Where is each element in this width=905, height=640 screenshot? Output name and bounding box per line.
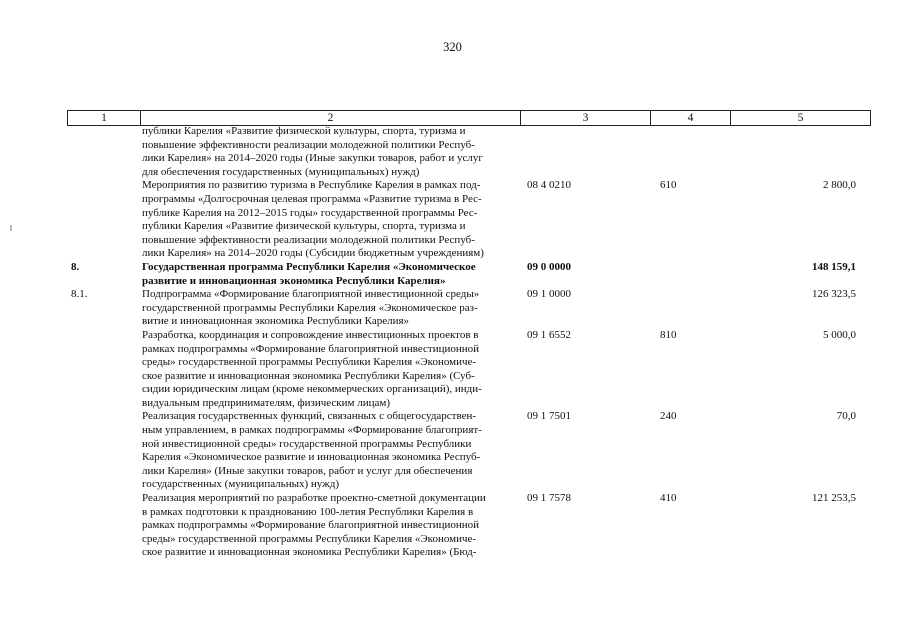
row-code: 09 1 7501	[527, 410, 571, 423]
row-description	[140, 329, 520, 411]
description-line: Реализация мероприятий по разработке проектно-сметной документации	[142, 492, 486, 505]
description-line: ным управлением, в рамках подпрограммы «Формирование благоприят-	[142, 424, 482, 437]
description-line: среды» государственной программы Республики Карелия «Экономиче-	[142, 356, 477, 369]
page-number: 320	[443, 40, 462, 54]
description-line: Карелия «Экономическое развитие и инновационная экономика Респуб-	[142, 451, 481, 464]
header-col-2: 2	[141, 111, 521, 126]
description-line: Подпрограмма «Формирование благоприятной инвестиционной среды»	[142, 288, 480, 301]
description-line: развитие и инновационная экономика Республики Карелия»	[142, 274, 446, 287]
header-row	[68, 111, 871, 126]
description-line: ское развитие и инновационная экономика Республики Карелия» (Бюд-	[142, 546, 477, 559]
description-line: витие и инновационная экономика Республики Карелия»	[142, 315, 410, 328]
description-line: Мероприятия по развитию туризма в Республике Карелия в рамках под-	[142, 179, 481, 192]
row-number: 8.1.	[71, 288, 88, 301]
row-code: 09 1 0000	[527, 288, 571, 301]
description-line: лики Карелия» на 2014–2020 годы (Иные закупки товаров, работ и услуг	[142, 152, 483, 165]
row-description	[140, 125, 520, 179]
header-col-4: 4	[651, 111, 731, 126]
row-code: 09 1 7578	[527, 492, 571, 505]
row-code: 09 1 6552	[527, 328, 571, 341]
description-line: государственной программы Республики Карелия «Экономическое раз-	[142, 301, 478, 314]
row-description	[140, 288, 520, 329]
row-number	[67, 179, 140, 261]
row-amount	[730, 125, 870, 179]
row-code	[520, 125, 650, 179]
row-description	[140, 410, 520, 492]
row-description	[140, 492, 520, 560]
description-line: ной инвестиционной среды» государственной программы Республики	[142, 437, 472, 450]
row-expense-type: 810	[660, 328, 677, 341]
row-number	[67, 329, 140, 411]
table-row	[67, 288, 870, 329]
description-line: Реализация государственных функций, связанных с общегосударствен-	[142, 410, 477, 423]
row-amount: 148 159,1	[812, 260, 856, 273]
table-row	[67, 179, 870, 261]
header-col-5: 5	[731, 111, 871, 126]
description-line: сидии юридическим лицам (кроме некоммерческих организаций), инди-	[142, 383, 482, 396]
row-expense-type	[650, 125, 730, 179]
description-line: рамках подпрограммы «Формирование благоприятной инвестиционной	[142, 519, 480, 532]
description-line: в рамках подготовки к празднованию 100-летия Республики Карелия в	[142, 505, 474, 518]
description-line: программы «Долгосрочная целевая программа «Развитие туризма в Рес-	[142, 192, 482, 205]
row-number	[67, 125, 140, 179]
row-expense-type: 410	[660, 492, 677, 505]
budget-table-body	[67, 125, 870, 560]
header-col-3: 3	[521, 111, 651, 126]
row-number: 8.	[71, 260, 80, 273]
row-expense-type	[650, 288, 730, 329]
table-row	[67, 125, 870, 179]
table-row	[67, 261, 870, 288]
description-line: для обеспечения государственных (муниципальных) нужд)	[142, 165, 420, 178]
description-line: Разработка, координация и сопровождение инвестиционных проектов в	[142, 328, 479, 341]
table-row	[67, 410, 870, 492]
description-line: лики Карелия» на 2014–2020 годы (Субсидии бюджетным учреждениям)	[142, 247, 484, 260]
description-line: рамках подпрограммы «Формирование благоприятной инвестиционной	[142, 342, 480, 355]
table-row	[67, 492, 870, 560]
row-expense-type: 240	[660, 410, 677, 423]
header-col-1: 1	[68, 111, 141, 126]
row-amount: 70,0	[836, 410, 856, 423]
description-line: видуальным предпринимателям, физическим лицам)	[142, 396, 390, 409]
row-description	[140, 179, 520, 261]
row-number	[67, 492, 140, 560]
description-line: публики Карелия «Развитие физической культуры, спорта, туризма и	[142, 220, 466, 233]
row-amount: 5 000,0	[823, 328, 856, 341]
description-line: государственных (муниципальных) нужд)	[142, 478, 339, 491]
description-line: повышение эффективности реализации молодежной политики Респуб-	[142, 138, 475, 151]
row-description	[140, 261, 520, 288]
table-header	[67, 110, 871, 126]
description-line: повышение эффективности реализации молодежной политики Респуб-	[142, 233, 475, 246]
row-amount: 126 323,5	[812, 288, 856, 301]
row-expense-type: 610	[660, 179, 677, 192]
row-code: 09 0 0000	[527, 260, 571, 273]
scan-artifact	[10, 225, 12, 231]
description-line: ское развитие и инновационная экономика Республики Карелия» (Суб-	[142, 369, 475, 382]
row-amount: 2 800,0	[823, 179, 856, 192]
row-number	[67, 410, 140, 492]
row-expense-type	[650, 261, 730, 288]
table-row	[67, 329, 870, 411]
row-amount: 121 253,5	[812, 492, 856, 505]
description-line: среды» государственной программы Республики Карелия «Экономиче-	[142, 532, 477, 545]
description-line: Государственная программа Республики Карелия «Экономическое	[142, 260, 476, 273]
description-line: лики Карелия» (Иные закупки товаров, работ и услуг для обеспечения	[142, 464, 473, 477]
description-line: публике Карелия на 2012–2015 годы» государственной программы Рес-	[142, 206, 478, 219]
row-code: 08 4 0210	[527, 179, 571, 192]
description-line: публики Карелия «Развитие физической культуры, спорта, туризма и	[142, 125, 466, 137]
